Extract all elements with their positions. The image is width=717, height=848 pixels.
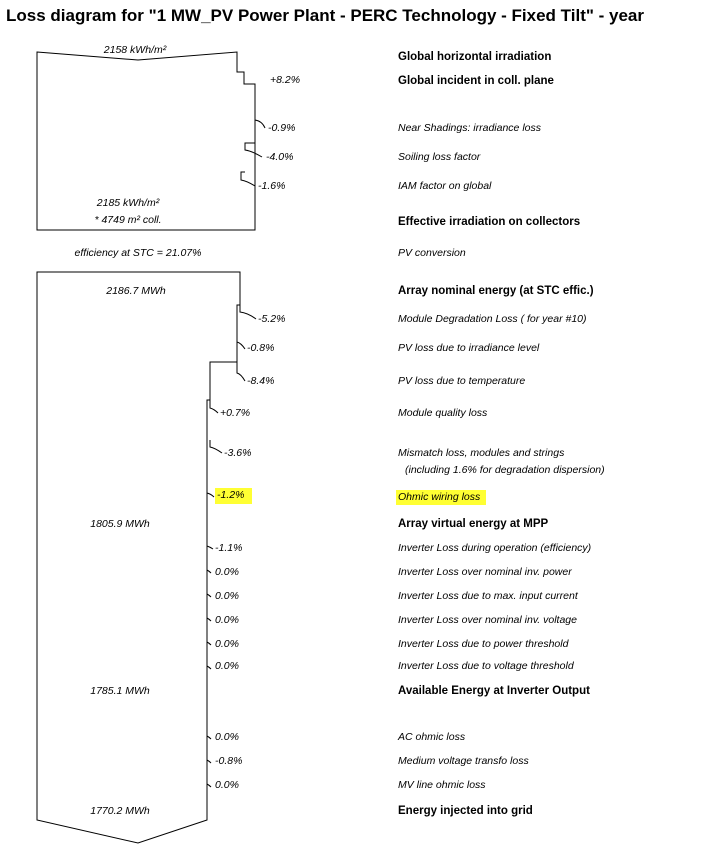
irradiance-level-label: PV loss due to irradiance level <box>398 342 540 354</box>
collector-area: * 4749 m² coll. <box>94 214 162 226</box>
ohmic-wiring-label: Ohmic wiring loss <box>396 490 486 505</box>
degradation-pct: -5.2% <box>258 313 286 325</box>
array-mpp-value: 1805.9 MWh <box>90 518 150 530</box>
ac-ohmic-label: AC ohmic loss <box>398 731 466 743</box>
inverter-nominal-voltage-pct: 0.0% <box>215 614 239 626</box>
mv-line-pct: 0.0% <box>215 779 239 791</box>
mv-line-label: MV line ohmic loss <box>398 779 486 791</box>
diagram-title: Loss diagram for "1 MW_PV Power Plant - PERC Technology - Fixed Tilt" - year <box>6 6 644 25</box>
near-shading-label: Near Shadings: irradiance loss <box>398 122 541 134</box>
degradation-label: Module Degradation Loss ( for year #10) <box>398 313 587 325</box>
mv-transfo-label: Medium voltage transfo loss <box>398 755 529 767</box>
inverter-max-current-pct: 0.0% <box>215 590 239 602</box>
inverter-output-value: 1785.1 MWh <box>90 685 150 697</box>
grid-injected-value: 1770.2 MWh <box>90 805 150 817</box>
inverter-power-threshold-pct: 0.0% <box>215 638 239 650</box>
pv-conversion-label: PV conversion <box>398 247 466 259</box>
ohmic-wiring-pct: -1.2% <box>215 488 252 504</box>
inverter-operation-label: Inverter Loss during operation (efficiency) <box>398 542 592 554</box>
incident-label: Global incident in coll. plane <box>398 75 554 87</box>
near-shading-pct: -0.9% <box>268 122 296 134</box>
inverter-nominal-voltage-label: Inverter Loss over nominal inv. voltage <box>398 614 577 626</box>
mismatch-label: Mismatch loss, modules and strings <box>398 447 565 459</box>
iam-pct: -1.6% <box>258 180 286 192</box>
energy-flow-outline <box>37 272 243 843</box>
mv-transfo-pct: -0.8% <box>215 755 243 767</box>
soiling-label: Soiling loss factor <box>398 151 481 163</box>
array-nominal-label: Array nominal energy (at STC effic.) <box>398 285 594 297</box>
inverter-voltage-threshold-pct: 0.0% <box>215 660 239 672</box>
ghi-label: Global horizontal irradiation <box>398 51 552 63</box>
temperature-pct: -8.4% <box>247 375 275 387</box>
array-mpp-label: Array virtual energy at MPP <box>398 518 549 530</box>
effective-value: 2185 kWh/m² <box>96 197 160 209</box>
inverter-power-threshold-label: Inverter Loss due to power threshold <box>398 638 569 650</box>
incident-pct: +8.2% <box>270 74 301 86</box>
mismatch-pct: -3.6% <box>224 447 252 459</box>
module-quality-label: Module quality loss <box>398 407 488 419</box>
iam-label: IAM factor on global <box>398 180 492 192</box>
mismatch-sublabel: (including 1.6% for degradation dispersion) <box>405 464 605 476</box>
ghi-value: 2158 kWh/m² <box>103 44 167 56</box>
inverter-max-current-label: Inverter Loss due to max. input current <box>398 590 578 602</box>
inverter-output-label: Available Energy at Inverter Output <box>398 685 590 697</box>
inverter-nominal-power-label: Inverter Loss over nominal inv. power <box>398 566 572 578</box>
soiling-pct: -4.0% <box>266 151 294 163</box>
array-nominal-value: 2186.7 MWh <box>106 285 166 297</box>
ac-ohmic-pct: 0.0% <box>215 731 239 743</box>
inverter-voltage-threshold-label: Inverter Loss due to voltage threshold <box>398 660 574 672</box>
grid-injected-label: Energy injected into grid <box>398 805 533 817</box>
effective-label: Effective irradiation on collectors <box>398 216 581 228</box>
irradiance-level-pct: -0.8% <box>247 342 275 354</box>
inverter-nominal-power-pct: 0.0% <box>215 566 239 578</box>
module-quality-pct: +0.7% <box>220 407 251 419</box>
temperature-label: PV loss due to temperature <box>398 375 526 387</box>
inverter-operation-pct: -1.1% <box>215 542 243 554</box>
stc-efficiency: efficiency at STC = 21.07% <box>74 247 202 259</box>
